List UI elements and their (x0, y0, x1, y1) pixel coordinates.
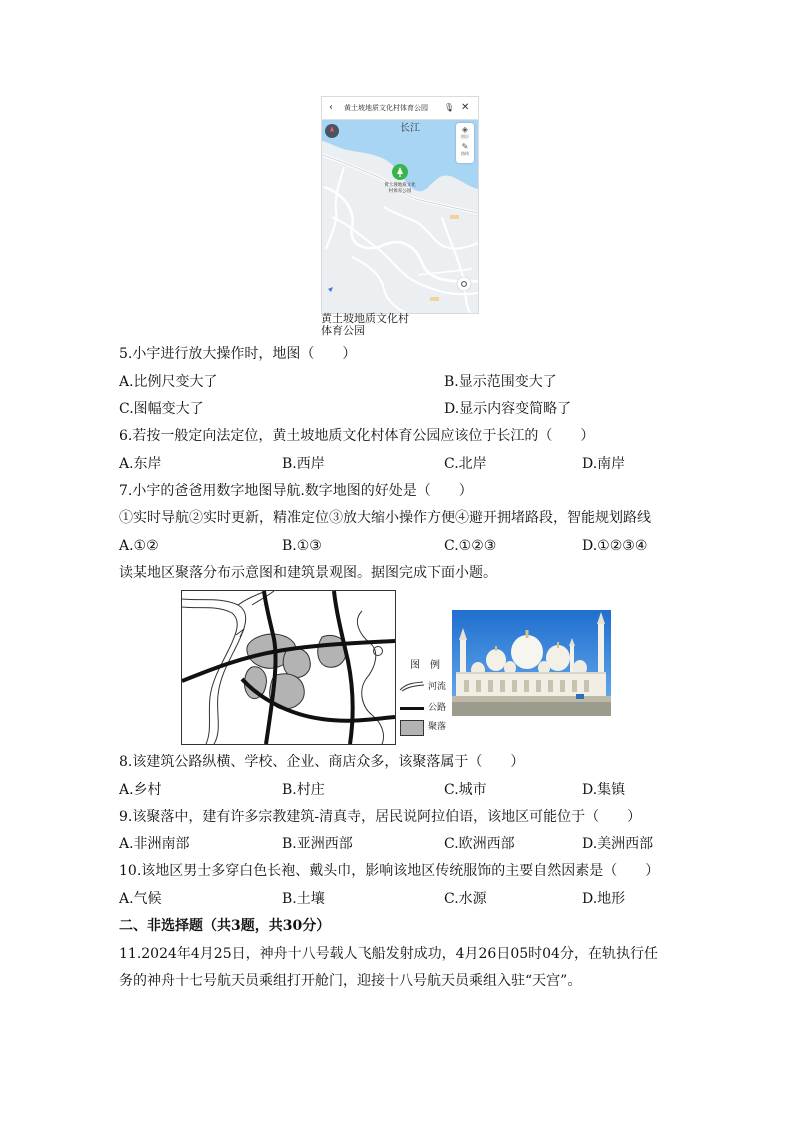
q5-option-d[interactable]: D.显示内容变简略了 (444, 401, 572, 417)
q10-option-b[interactable]: B.土壤 (282, 891, 325, 907)
q6-option-c[interactable]: C.北岸 (444, 456, 487, 472)
microphone-icon[interactable]: 🎙 (444, 103, 455, 112)
question-8-stem: 8.该建筑公路纵横、学校、企业、商店众多，该聚落属于（ ） (119, 754, 525, 770)
settlement-map (181, 590, 396, 745)
q8-option-d[interactable]: D.集镇 (582, 782, 626, 798)
q9-option-c[interactable]: C.欧洲西部 (444, 836, 515, 852)
map-search-bar[interactable] (322, 97, 478, 120)
q8-option-a[interactable]: A.乡村 (119, 782, 162, 798)
route-icon[interactable]: ✎ (461, 142, 469, 151)
q6-option-a[interactable]: A.东岸 (119, 456, 162, 472)
q6-option-d[interactable]: D.南岸 (582, 456, 626, 472)
river-label: 长江 (400, 123, 420, 134)
legend-river-symbol (399, 680, 425, 692)
question-10-stem: 10.该地区男士多穿白色长袍、戴头巾，影响该地区传统服饰的主要自然因素是（ ） (119, 863, 660, 879)
q10-option-c[interactable]: C.水源 (444, 891, 487, 907)
question-7-statements: ①实时导航②实时更新，精准定位③放大缩小操作方便④避开拥堵路段，智能规划路线 (119, 510, 651, 526)
map-search-title: 黄土坡地质文化村体育公园 (344, 104, 428, 112)
question-5-stem: 5.小宇进行放大操作时，地图（ ） (119, 346, 357, 362)
route-label: 路线 (461, 151, 469, 156)
legend-road-label: 公路 (428, 703, 447, 713)
q9-option-b[interactable]: B.亚洲西部 (282, 836, 353, 852)
legend-river-label: 河流 (428, 682, 447, 692)
q5-option-a[interactable]: A.比例尺变大了 (119, 374, 218, 390)
poi-label[interactable]: 黄土坡地质文化村体育公园 (384, 183, 416, 194)
legend-title: 图 例 (410, 660, 440, 671)
q7-option-b[interactable]: B.①③ (282, 538, 322, 554)
q9-option-a[interactable]: A.非洲南部 (119, 836, 190, 852)
q9-option-d[interactable]: D.美洲西部 (582, 836, 654, 852)
section-2-title: 二、非选择题（共3题，共30分） (119, 918, 331, 934)
close-icon[interactable]: ✕ (461, 102, 470, 113)
q10-option-d[interactable]: D.地形 (582, 891, 626, 907)
legend-settlement-symbol (400, 720, 424, 736)
question-11-line2: 务的神舟十七号航天员乘组打开舱门，迎接十八号航天员乘组入驻“天宫”。 (119, 973, 582, 989)
layers-label: 图层 (461, 134, 469, 139)
q5-option-c[interactable]: C.图幅变大了 (119, 401, 204, 417)
q8-option-b[interactable]: B.村庄 (282, 782, 325, 798)
q7-option-a[interactable]: A.①② (119, 538, 159, 554)
legend-settlement-label: 聚落 (428, 722, 447, 732)
question-11-line1: 11.2024年4月25日，神舟十八号载人飞船发射成功，4月26日05时04分，在轨执行任 (119, 946, 658, 962)
q8-option-c[interactable]: C.城市 (444, 782, 487, 798)
q7-option-d[interactable]: D.①②③④ (582, 538, 648, 554)
question-9-stem: 9.该聚落中，建有许多宗教建筑-清真寺，居民说阿拉伯语，该地区可能位于（ ） (119, 809, 642, 825)
back-arrow-icon[interactable]: ‹ (329, 102, 333, 113)
layers-icon[interactable]: ◈ (461, 125, 469, 134)
question-6-stem: 6.若按一般定向法定位，黄土坡地质文化村体育公园应该位于长江的（ ） (119, 428, 595, 444)
q10-option-a[interactable]: A.气候 (119, 891, 162, 907)
map-caption-line2: 体育公园 (321, 324, 365, 337)
reading-intro: 读某地区聚落分布示意图和建筑景观图。据图完成下面小题。 (119, 565, 497, 581)
map-side-panel (456, 123, 474, 163)
question-7-stem: 7.小宇的爸爸用数字地图导航.数字地图的好处是（ ） (119, 483, 473, 499)
mosque-photo (452, 610, 611, 716)
q7-option-c[interactable]: C.①②③ (444, 538, 497, 554)
legend-road-symbol (400, 707, 424, 710)
q5-option-b[interactable]: B.显示范围变大了 (444, 374, 557, 390)
map-screenshot (321, 96, 479, 314)
map-caption-line1: 黄土坡地质文化村 (321, 312, 409, 325)
q6-option-b[interactable]: B.西岸 (282, 456, 325, 472)
